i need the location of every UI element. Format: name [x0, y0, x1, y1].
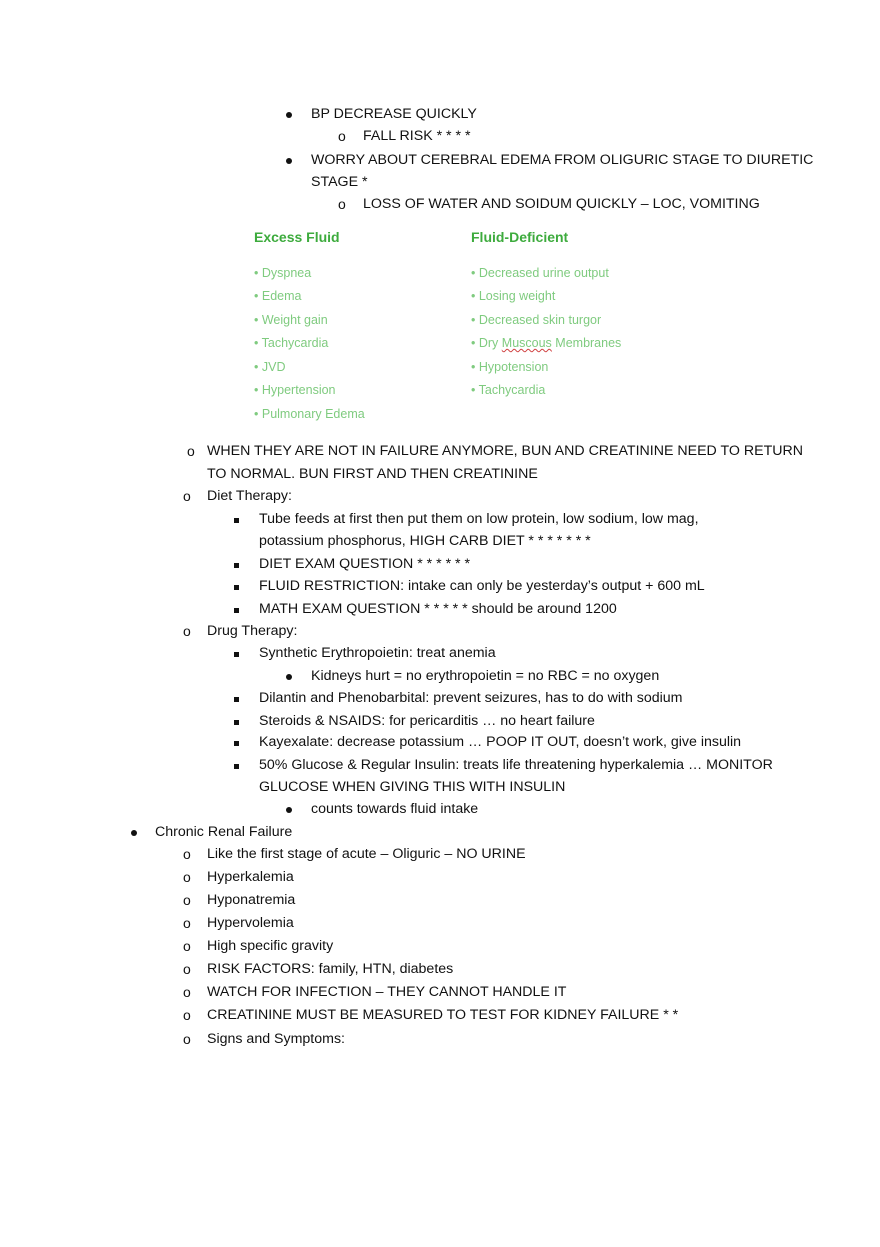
bullet-square — [234, 600, 239, 618]
list-item: CREATININE MUST BE MEASURED TO TEST FOR KIDNEY FAILURE * * — [207, 1007, 679, 1023]
bullet-circle: o — [183, 961, 191, 977]
text-line: FLUID RESTRICTION: intake can only be yesterday’s output + 600 mL — [259, 578, 705, 594]
bullet-dot — [286, 667, 292, 685]
excess-item: • Weight gain — [254, 313, 328, 327]
bullet-square — [234, 689, 239, 707]
deficient-item: • Hypotension — [471, 360, 549, 374]
bullet-dot — [286, 151, 292, 169]
bullet-circle: o — [183, 938, 191, 954]
excess-item: • Edema — [254, 289, 302, 303]
bullet-circle: o — [183, 984, 191, 1000]
bullet-circle: o — [183, 1031, 191, 1047]
text-line: TO NORMAL. BUN FIRST AND THEN CREATININE — [207, 466, 538, 482]
bullet-circle: o — [183, 1007, 191, 1023]
list-item: Hyperkalemia — [207, 869, 294, 885]
text-line: Tube feeds at first then put them on low protein, low sodium, low mag, — [259, 511, 699, 527]
excess-item: • JVD — [254, 360, 286, 374]
bullet-square — [234, 644, 239, 662]
deficient-item: • Decreased skin turgor — [471, 313, 602, 327]
text-line: BP DECREASE QUICKLY — [311, 106, 477, 122]
list-item: High specific gravity — [207, 938, 334, 954]
text-line: STAGE * — [311, 174, 368, 190]
fluid-comparison-image — [250, 225, 670, 430]
text-line: potassium phosphorus, HIGH CARB DIET * * * * * * * — [259, 533, 591, 549]
excess-fluid-header: Excess Fluid — [254, 229, 340, 245]
text-line: Kidneys hurt = no erythropoietin = no RBC = no oxygen — [311, 668, 660, 684]
text-line: DIET EXAM QUESTION * * * * * * — [259, 556, 471, 572]
bullet-circle: o — [338, 128, 346, 144]
excess-item: • Tachycardia — [254, 336, 329, 350]
text-line: Kayexalate: decrease potassium … POOP IT OUT, doesn’t work, give insulin — [259, 734, 742, 750]
bullet-circle: o — [183, 488, 191, 504]
bullet-square — [234, 555, 239, 573]
bullet-circle: o — [183, 892, 191, 908]
bullet-circle: o — [183, 869, 191, 885]
text-line: 50% Glucose & Regular Insulin: treats life threatening hyperkalemia … MONITOR — [259, 757, 773, 773]
bullet-square — [234, 577, 239, 595]
list-item: Signs and Symptoms: — [207, 1031, 345, 1047]
bullet-square — [234, 712, 239, 730]
text-line: LOSS OF WATER AND SOIDUM QUICKLY – LOC, VOMITING — [363, 196, 760, 212]
deficient-item: • Losing weight — [471, 289, 556, 303]
deficient-item: • Tachycardia — [471, 383, 546, 397]
list-item: Hyponatremia — [207, 892, 296, 908]
text-line: counts towards fluid intake — [311, 801, 479, 817]
text-line: Steroids & NSAIDS: for pericarditis … no heart failure — [259, 713, 595, 729]
list-item: Hypervolemia — [207, 915, 294, 931]
deficient-item: • Dry Muscous Membranes — [471, 336, 622, 350]
text-line: Synthetic Erythropoietin: treat anemia — [259, 645, 496, 661]
text-line: FALL RISK * * * * — [363, 128, 471, 144]
list-item: WATCH FOR INFECTION – THEY CANNOT HANDLE IT — [207, 984, 567, 1000]
text-line: WORRY ABOUT CEREBRAL EDEMA FROM OLIGURIC STAGE TO DIURETIC — [311, 152, 814, 168]
text-line: MATH EXAM QUESTION * * * * * should be around 1200 — [259, 601, 617, 617]
excess-item: • Dyspnea — [254, 266, 312, 280]
bullet-square — [234, 733, 239, 751]
excess-item: • Hypertension — [254, 383, 336, 397]
list-item: Like the first stage of acute – Oliguric – NO URINE — [207, 846, 526, 862]
drug-therapy-heading: Drug Therapy: — [207, 623, 298, 639]
bullet-dot — [286, 105, 292, 123]
excess-item: • Pulmonary Edema — [254, 407, 365, 421]
bullet-dot — [286, 800, 292, 818]
text-line: GLUCOSE WHEN GIVING THIS WITH INSULIN — [259, 779, 566, 795]
bullet-circle: o — [338, 196, 346, 212]
bullet-circle: o — [183, 846, 191, 862]
bullet-square — [234, 756, 239, 774]
chronic-renal-failure-heading: Chronic Renal Failure — [155, 824, 293, 840]
text-line: WHEN THEY ARE NOT IN FAILURE ANYMORE, BUN AND CREATININE NEED TO RETURN — [207, 443, 803, 459]
deficient-item: • Decreased urine output — [471, 266, 609, 280]
fluid-deficient-header: Fluid-Deficient — [471, 229, 569, 245]
bullet-square — [234, 510, 239, 528]
bullet-circle: o — [187, 443, 195, 459]
bullet-circle: o — [183, 915, 191, 931]
list-item: RISK FACTORS: family, HTN, diabetes — [207, 961, 454, 977]
bullet-dot — [131, 823, 137, 841]
diet-therapy-heading: Diet Therapy: — [207, 488, 292, 504]
bullet-circle: o — [183, 623, 191, 639]
text-line: Dilantin and Phenobarbital: prevent seizures, has to do with sodium — [259, 690, 683, 706]
